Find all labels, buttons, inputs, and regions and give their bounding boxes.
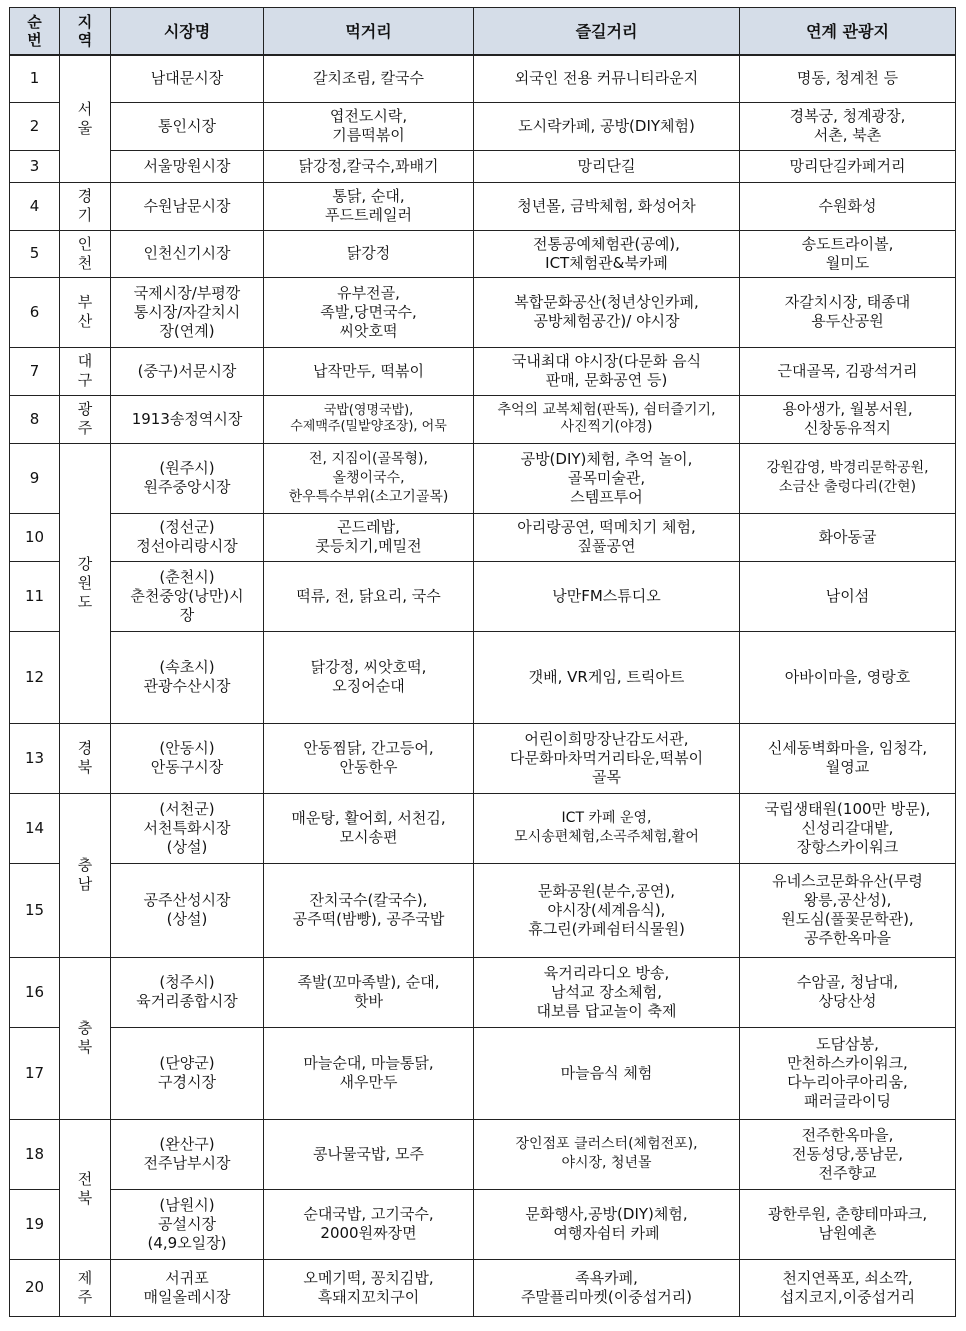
tour-cell: 남이섬 xyxy=(740,561,956,631)
header-row xyxy=(10,8,956,56)
row-number: 10 xyxy=(10,513,60,561)
food-cell: 콩나물국밥, 모주 xyxy=(264,1119,474,1189)
row-number: 1 xyxy=(10,55,60,102)
row-number: 18 xyxy=(10,1119,60,1189)
food-cell: 매운탕, 활어회, 서천김, 모시송편 xyxy=(264,793,474,863)
header-num: 순 번 xyxy=(10,8,60,56)
region-cell: 충 남 xyxy=(60,793,111,957)
row-number: 6 xyxy=(10,277,60,347)
food-cell: 엽전도시락, 기름떡볶이 xyxy=(264,102,474,150)
table-row xyxy=(10,631,956,723)
row-number: 8 xyxy=(10,395,60,443)
fun-cell: 마늘음식 체험 xyxy=(474,1027,740,1119)
tour-cell: 망리단길카페거리 xyxy=(740,150,956,182)
fun-cell: 육거리라디오 방송, 남석교 장소체험, 대보름 답교놀이 축제 xyxy=(474,957,740,1027)
food-cell: 유부전골, 족발,당면국수, 씨앗호떡 xyxy=(264,277,474,347)
food-cell: 곤드레밥, 콧등치기,메밀전 xyxy=(264,513,474,561)
table-row xyxy=(10,957,956,1027)
table-row xyxy=(10,1189,956,1259)
fun-cell: 아리랑공연, 떡메치기 체험, 짚풀공연 xyxy=(474,513,740,561)
table-row xyxy=(10,1259,956,1316)
region-cell: 부 산 xyxy=(60,277,111,347)
food-cell: 마늘순대, 마늘통닭, 새우만두 xyxy=(264,1027,474,1119)
tour-cell: 화아동굴 xyxy=(740,513,956,561)
region-cell: 전 북 xyxy=(60,1119,111,1259)
header-fun: 즐길거리 xyxy=(474,8,740,56)
fun-cell: 공방(DIY)체험, 추억 놀이, 골목미술관, 스템프투어 xyxy=(474,443,740,513)
row-number: 5 xyxy=(10,230,60,277)
table-row xyxy=(10,55,956,102)
market-name: 서귀포 매일올레시장 xyxy=(111,1259,264,1316)
food-cell: 안동찜닭, 간고등어, 안동한우 xyxy=(264,723,474,793)
food-cell: 전, 지짐이(골목형), 올챙이국수, 한우특수부위(소고기골목) xyxy=(264,443,474,513)
food-cell: 갈치조림, 칼국수 xyxy=(264,55,474,102)
market-name: (원주시) 원주중앙시장 xyxy=(111,443,264,513)
food-cell: 순대국밥, 고기국수, 2000원짜장면 xyxy=(264,1189,474,1259)
row-number: 2 xyxy=(10,102,60,150)
table-row xyxy=(10,1119,956,1189)
header-food: 먹거리 xyxy=(264,8,474,56)
region-cell: 경 북 xyxy=(60,723,111,793)
table-row xyxy=(10,347,956,395)
table-row xyxy=(10,863,956,957)
food-cell: 잔치국수(칼국수), 공주떡(밤빵), 공주국밥 xyxy=(264,863,474,957)
fun-cell: 외국인 전용 커뮤니티라운지 xyxy=(474,55,740,102)
fun-cell: 망리단길 xyxy=(474,150,740,182)
tour-cell: 송도트라이볼, 월미도 xyxy=(740,230,956,277)
food-cell: 떡류, 전, 닭요리, 국수 xyxy=(264,561,474,631)
fun-cell: 도시락카페, 공방(DIY체험) xyxy=(474,102,740,150)
row-number: 14 xyxy=(10,793,60,863)
market-name: (서천군) 서천특화시장 (상설) xyxy=(111,793,264,863)
fun-cell: 청년몰, 금박체험, 화성어차 xyxy=(474,182,740,230)
table-row xyxy=(10,395,956,443)
tour-cell: 도담삼봉, 만천하스카이워크, 다누리아쿠아리움, 패러글라이딩 xyxy=(740,1027,956,1119)
tour-cell: 신세동벽화마을, 임청각, 월영교 xyxy=(740,723,956,793)
food-cell: 족발(꼬마족발), 순대, 핫바 xyxy=(264,957,474,1027)
table-row xyxy=(10,102,956,150)
row-number: 20 xyxy=(10,1259,60,1316)
tour-cell: 명동, 청계천 등 xyxy=(740,55,956,102)
market-name: (남원시) 공설시장 (4,9오일장) xyxy=(111,1189,264,1259)
region-cell: 강 원 도 xyxy=(60,443,111,723)
row-number: 19 xyxy=(10,1189,60,1259)
row-number: 13 xyxy=(10,723,60,793)
tour-cell: 유네스코문화유산(무령 왕릉,공산성), 원도심(풀꽃문학관), 공주한옥마을 xyxy=(740,863,956,957)
food-cell: 닭강정 xyxy=(264,230,474,277)
fun-cell: 장인점포 클러스터(체험전포), 야시장, 청년몰 xyxy=(474,1119,740,1189)
row-number: 16 xyxy=(10,957,60,1027)
food-cell: 닭강정,칼국수,꽈배기 xyxy=(264,150,474,182)
market-name: (안동시) 안동구시장 xyxy=(111,723,264,793)
market-name: 국제시장/부평깡 통시장/자갈치시 장(연계) xyxy=(111,277,264,347)
tour-cell: 수암골, 청남대, 상당산성 xyxy=(740,957,956,1027)
tour-cell: 광한루원, 춘향테마파크, 남원예촌 xyxy=(740,1189,956,1259)
tour-cell: 수원화성 xyxy=(740,182,956,230)
table-row xyxy=(10,723,956,793)
tour-cell: 강원감영, 박경리문학공원, 소금산 출렁다리(간현) xyxy=(740,443,956,513)
fun-cell: 문화공원(분수,공연), 야시장(세계음식), 휴그린(카페쉼터식물원) xyxy=(474,863,740,957)
fun-cell: 어린이희망장난감도서관, 다문화마차먹거리타운,떡볶이 골목 xyxy=(474,723,740,793)
market-name: (단양군) 구경시장 xyxy=(111,1027,264,1119)
market-table xyxy=(9,7,956,1317)
fun-cell: 국내최대 야시장(다문화 음식 판매, 문화공연 등) xyxy=(474,347,740,395)
row-number: 3 xyxy=(10,150,60,182)
table-row xyxy=(10,230,956,277)
table-row xyxy=(10,150,956,182)
market-name: 통인시장 xyxy=(111,102,264,150)
market-name: 공주산성시장 (상설) xyxy=(111,863,264,957)
tour-cell: 경복궁, 청계광장, 서촌, 북촌 xyxy=(740,102,956,150)
header-market: 시장명 xyxy=(111,8,264,56)
region-cell: 인 천 xyxy=(60,230,111,277)
row-number: 9 xyxy=(10,443,60,513)
region-cell: 광 주 xyxy=(60,395,111,443)
market-name: (청주시) 육거리종합시장 xyxy=(111,957,264,1027)
fun-cell: 문화행사,공방(DIY)체험, 여행자쉼터 카페 xyxy=(474,1189,740,1259)
row-number: 17 xyxy=(10,1027,60,1119)
table-row xyxy=(10,443,956,513)
fun-cell: 추억의 교복체험(판독), 쉼터즐기기, 사진찍기(야경) xyxy=(474,395,740,443)
table-row xyxy=(10,513,956,561)
region-cell: 경 기 xyxy=(60,182,111,230)
tour-cell: 근대골목, 김광석거리 xyxy=(740,347,956,395)
tour-cell: 아바이마을, 영랑호 xyxy=(740,631,956,723)
row-number: 12 xyxy=(10,631,60,723)
region-cell: 대 구 xyxy=(60,347,111,395)
fun-cell: 족욕카페, 주말플리마켓(이중섭거리) xyxy=(474,1259,740,1316)
market-name: (춘천시) 춘천중앙(낭만)시 장 xyxy=(111,561,264,631)
market-table-container xyxy=(9,7,956,1317)
tour-cell: 전주한옥마을, 전동성당,풍남문, 전주향교 xyxy=(740,1119,956,1189)
row-number: 7 xyxy=(10,347,60,395)
fun-cell: 낭만FM스튜디오 xyxy=(474,561,740,631)
food-cell: 국밥(영명국밥), 수제맥주(밀밭양조장), 어묵 xyxy=(264,395,474,443)
region-cell: 충 북 xyxy=(60,957,111,1119)
row-number: 4 xyxy=(10,182,60,230)
tour-cell: 자갈치시장, 태종대 용두산공원 xyxy=(740,277,956,347)
market-name: 1913송정역시장 xyxy=(111,395,264,443)
table-row xyxy=(10,182,956,230)
fun-cell: 전통공예체험관(공예), ICT체험관&북카페 xyxy=(474,230,740,277)
market-name: 수원남문시장 xyxy=(111,182,264,230)
row-number: 11 xyxy=(10,561,60,631)
tour-cell: 천지연폭포, 쇠소깍, 섭지코지,이중섭거리 xyxy=(740,1259,956,1316)
market-name: 서울망원시장 xyxy=(111,150,264,182)
market-name: (중구)서문시장 xyxy=(111,347,264,395)
fun-cell: 갯배, VR게임, 트릭아트 xyxy=(474,631,740,723)
tour-cell: 국립생태원(100만 방문), 신성리갈대밭, 장항스카이워크 xyxy=(740,793,956,863)
tour-cell: 용아생가, 월봉서원, 신창동유적지 xyxy=(740,395,956,443)
fun-cell: ICT 카페 운영, 모시송편체험,소곡주체험,활어 xyxy=(474,793,740,863)
table-row xyxy=(10,561,956,631)
food-cell: 오메기떡, 꽁치김밥, 흑돼지꼬치구이 xyxy=(264,1259,474,1316)
food-cell: 통닭, 순대, 푸드트레일러 xyxy=(264,182,474,230)
food-cell: 닭강정, 씨앗호떡, 오징어순대 xyxy=(264,631,474,723)
fun-cell: 복합문화공산(청년상인카페, 공방체험공간)/ 야시장 xyxy=(474,277,740,347)
market-name: 남대문시장 xyxy=(111,55,264,102)
market-name: (속초시) 관광수산시장 xyxy=(111,631,264,723)
market-name: (완산구) 전주남부시장 xyxy=(111,1119,264,1189)
market-name: (정선군) 정선아리랑시장 xyxy=(111,513,264,561)
header-tour: 연계 관광지 xyxy=(740,8,956,56)
table-row xyxy=(10,277,956,347)
header-region: 지 역 xyxy=(60,8,111,56)
row-number: 15 xyxy=(10,863,60,957)
food-cell: 납작만두, 떡볶이 xyxy=(264,347,474,395)
market-name: 인천신기시장 xyxy=(111,230,264,277)
table-row xyxy=(10,793,956,863)
table-row xyxy=(10,1027,956,1119)
region-cell: 제 주 xyxy=(60,1259,111,1316)
region-cell: 서 울 xyxy=(60,55,111,182)
